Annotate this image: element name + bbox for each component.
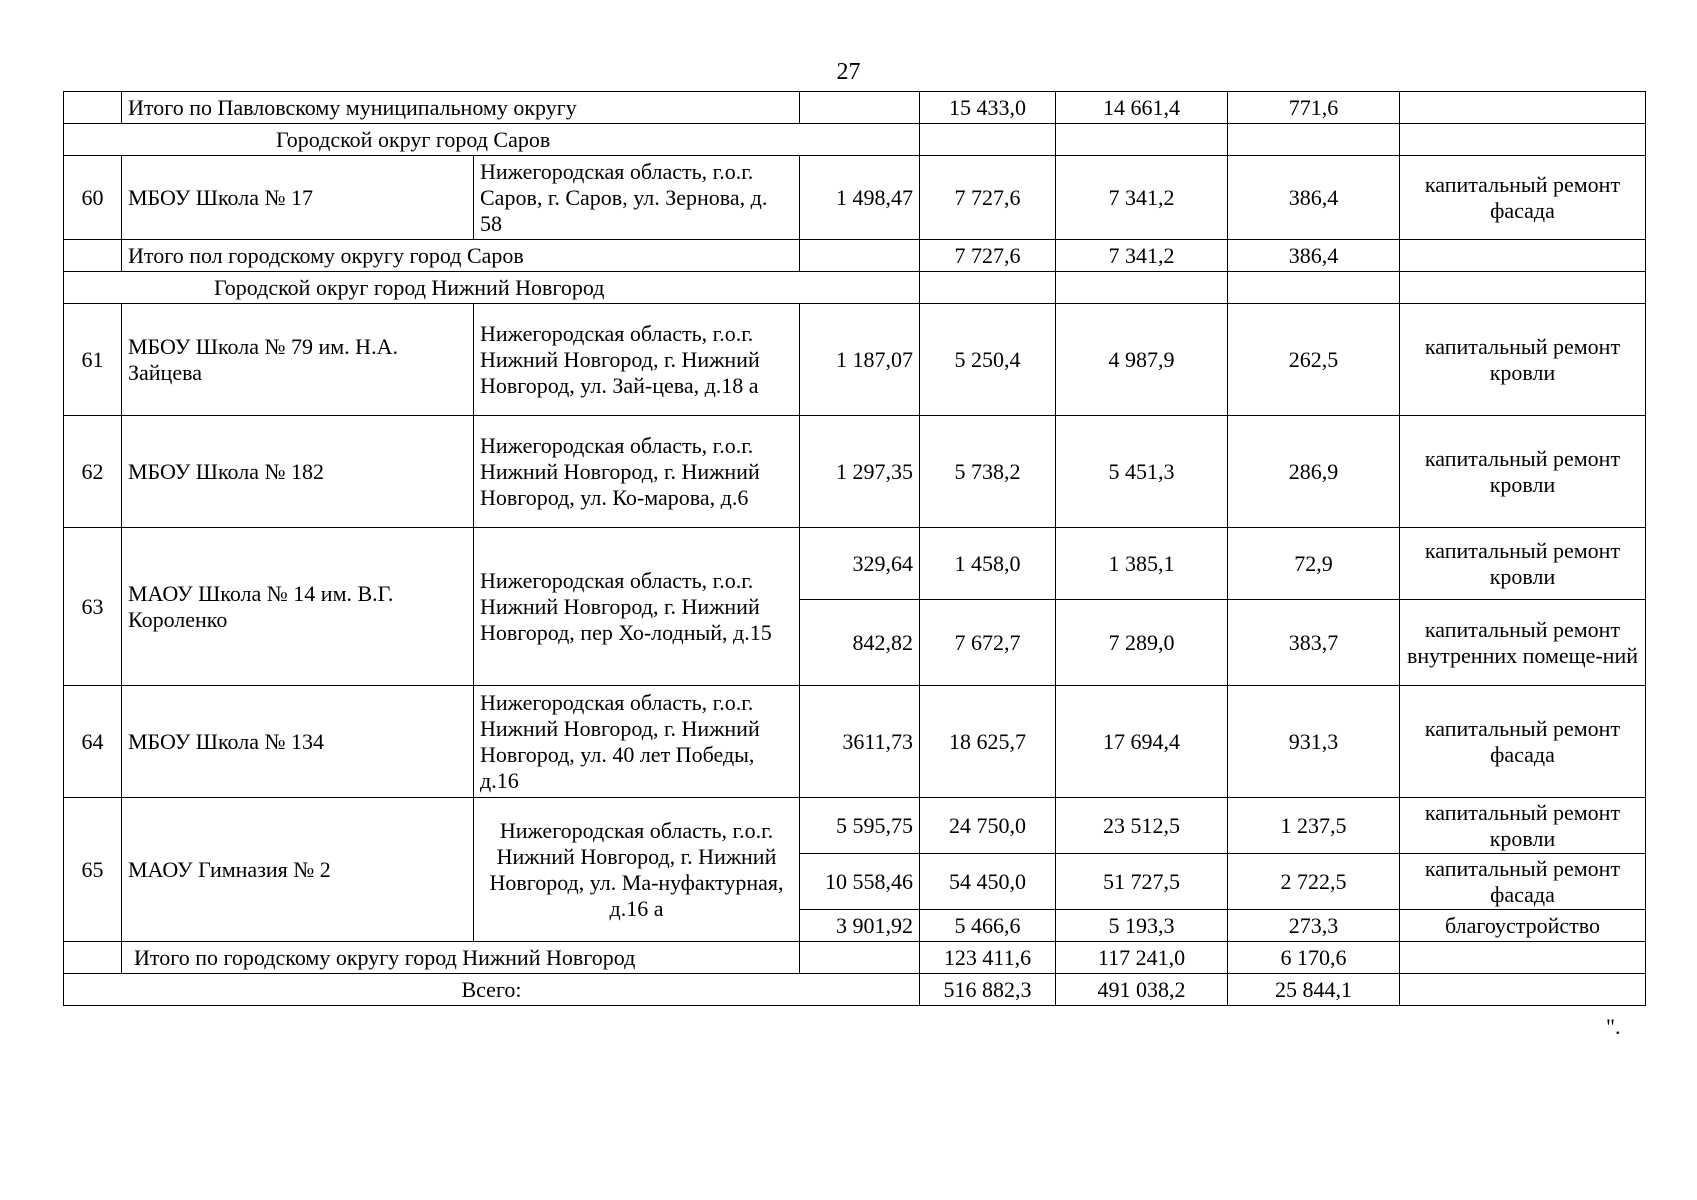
cell-work: капитальный ремонт кровли <box>1400 798 1646 854</box>
cell-cost: 5 738,2 <box>920 416 1056 528</box>
cell-empty <box>1400 272 1646 304</box>
cell-address: Нижегородская область, г.о.г. Нижний Новгород, г. Нижний Новгород, ул. Ко-марова, д.6 <box>474 416 800 528</box>
cell-work: капитальный ремонт фасада <box>1400 686 1646 798</box>
cell-local: 386,4 <box>1228 156 1400 240</box>
table-row <box>64 528 1646 600</box>
cell-regional: 491 038,2 <box>1056 974 1228 1006</box>
table-row <box>64 156 1646 240</box>
cell-area: 3 901,92 <box>800 910 920 942</box>
cell-cost: 516 882,3 <box>920 974 1056 1006</box>
cell-cost: 7 672,7 <box>920 600 1056 686</box>
cell-num: 65 <box>64 798 122 942</box>
cell-num <box>64 92 122 124</box>
cell-cost: 54 450,0 <box>920 854 1056 910</box>
cell-area: 10 558,46 <box>800 854 920 910</box>
grand-total-label: Всего: <box>64 974 920 1006</box>
cell-area: 1 187,07 <box>800 304 920 416</box>
cell-cost: 18 625,7 <box>920 686 1056 798</box>
cell-regional: 17 694,4 <box>1056 686 1228 798</box>
cell-area: 329,64 <box>800 528 920 600</box>
cell-empty <box>1228 272 1400 304</box>
cell-address: Нижегородская область, г.о.г. Нижний Новгород, г. Нижний Новгород, ул. 40 лет Победы, д.16 <box>474 686 800 798</box>
cell-local: 286,9 <box>1228 416 1400 528</box>
table-row <box>64 942 1646 974</box>
cell-name: МБОУ Школа № 134 <box>122 686 474 798</box>
total-label: Итого пол городскому округу город Саров <box>122 240 800 272</box>
cell-area: 1 498,47 <box>800 156 920 240</box>
cell-num: 62 <box>64 416 122 528</box>
cell-local: 6 170,6 <box>1228 942 1400 974</box>
cell-work <box>1400 92 1646 124</box>
cell-address: Нижегородская область, г.о.г. Нижний Новгород, г. Нижний Новгород, ул. Ма-нуфактурная, д.16 а <box>474 798 800 942</box>
cell-work: капитальный ремонт кровли <box>1400 528 1646 600</box>
cell-regional: 7 289,0 <box>1056 600 1228 686</box>
funding-table <box>63 91 1646 1006</box>
cell-name: МБОУ Школа № 17 <box>122 156 474 240</box>
page-number: 27 <box>836 59 861 85</box>
cell-local: 262,5 <box>1228 304 1400 416</box>
cell-work: благоустройство <box>1400 910 1646 942</box>
cell-area: 5 595,75 <box>800 798 920 854</box>
cell-num: 61 <box>64 304 122 416</box>
cell-cost: 7 727,6 <box>920 240 1056 272</box>
cell-name: МАОУ Школа № 14 им. В.Г. Короленко <box>122 528 474 686</box>
cell-regional: 4 987,9 <box>1056 304 1228 416</box>
cell-area <box>800 942 920 974</box>
cell-regional: 1 385,1 <box>1056 528 1228 600</box>
cell-empty <box>1400 124 1646 156</box>
cell-num: 63 <box>64 528 122 686</box>
cell-work: капитальный ремонт фасада <box>1400 854 1646 910</box>
cell-address: Нижегородская область, г.о.г. Нижний Новгород, г. Нижний Новгород, ул. Зай-цева, д.18 а <box>474 304 800 416</box>
cell-empty <box>1056 272 1228 304</box>
cell-local: 1 237,5 <box>1228 798 1400 854</box>
cell-local: 273,3 <box>1228 910 1400 942</box>
cell-work: капитальный ремонт внутренних помеще-ний <box>1400 600 1646 686</box>
cell-area <box>800 92 920 124</box>
cell-regional: 117 241,0 <box>1056 942 1228 974</box>
cell-cost: 7 727,6 <box>920 156 1056 240</box>
cell-empty <box>1228 124 1400 156</box>
cell-num: 60 <box>64 156 122 240</box>
cell-regional: 14 661,4 <box>1056 92 1228 124</box>
table-row <box>64 240 1646 272</box>
cell-num <box>64 240 122 272</box>
cell-empty <box>920 124 1056 156</box>
cell-work <box>1400 974 1646 1006</box>
cell-regional: 51 727,5 <box>1056 854 1228 910</box>
cell-local: 383,7 <box>1228 600 1400 686</box>
table-row <box>64 798 1646 854</box>
cell-empty <box>1056 124 1228 156</box>
cell-cost: 24 750,0 <box>920 798 1056 854</box>
cell-area <box>800 240 920 272</box>
cell-num <box>64 942 122 974</box>
cell-cost: 123 411,6 <box>920 942 1056 974</box>
cell-empty <box>920 272 1056 304</box>
cell-local: 25 844,1 <box>1228 974 1400 1006</box>
cell-area: 1 297,35 <box>800 416 920 528</box>
cell-name: МАОУ Гимназия № 2 <box>122 798 474 942</box>
cell-address: Нижегородская область, г.о.г. Нижний Новгород, г. Нижний Новгород, пер Хо-лодный, д.15 <box>474 528 800 686</box>
table-row <box>64 304 1646 416</box>
table-row <box>64 974 1646 1006</box>
cell-regional: 5 451,3 <box>1056 416 1228 528</box>
table-row <box>64 124 1646 156</box>
section-header: Городской округ город Саров <box>64 124 920 156</box>
cell-name: МБОУ Школа № 182 <box>122 416 474 528</box>
total-label: Итого по Павловскому муниципальному округу <box>122 92 800 124</box>
cell-local: 386,4 <box>1228 240 1400 272</box>
total-label: Итого по городскому округу город Нижний Новгород <box>122 942 800 974</box>
table-row <box>64 272 1646 304</box>
cell-work: капитальный ремонт кровли <box>1400 304 1646 416</box>
cell-local: 72,9 <box>1228 528 1400 600</box>
cell-local: 771,6 <box>1228 92 1400 124</box>
section-header: Городской округ город Нижний Новгород <box>64 272 920 304</box>
cell-num: 64 <box>64 686 122 798</box>
table-row <box>64 92 1646 124</box>
closing-quote-mark: ". <box>1606 1014 1621 1039</box>
cell-work: капитальный ремонт фасада <box>1400 156 1646 240</box>
cell-address: Нижегородская область, г.о.г. Саров, г. Саров, ул. Зернова, д. 58 <box>474 156 800 240</box>
cell-cost: 1 458,0 <box>920 528 1056 600</box>
table-row <box>64 416 1646 528</box>
cell-cost: 5 466,6 <box>920 910 1056 942</box>
table-row <box>64 686 1646 798</box>
cell-work <box>1400 240 1646 272</box>
cell-area: 3611,73 <box>800 686 920 798</box>
cell-work: капитальный ремонт кровли <box>1400 416 1646 528</box>
cell-local: 931,3 <box>1228 686 1400 798</box>
cell-work <box>1400 942 1646 974</box>
cell-regional: 23 512,5 <box>1056 798 1228 854</box>
cell-name: МБОУ Школа № 79 им. Н.А. Зайцева <box>122 304 474 416</box>
cell-area: 842,82 <box>800 600 920 686</box>
cell-local: 2 722,5 <box>1228 854 1400 910</box>
cell-regional: 7 341,2 <box>1056 156 1228 240</box>
cell-cost: 5 250,4 <box>920 304 1056 416</box>
cell-regional: 5 193,3 <box>1056 910 1228 942</box>
cell-regional: 7 341,2 <box>1056 240 1228 272</box>
cell-cost: 15 433,0 <box>920 92 1056 124</box>
